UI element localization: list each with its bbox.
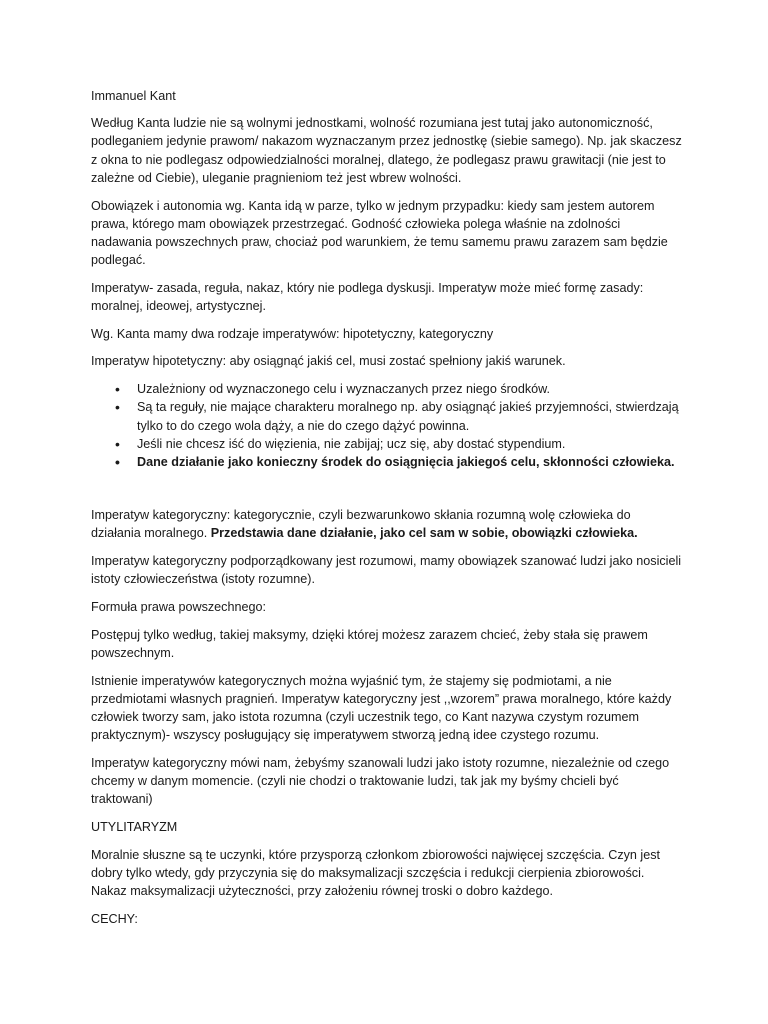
paragraph-imperative-definition: Imperatyw- zasada, reguła, nakaz, który nie podlega dyskusji. Imperatyw może mieć formę zasady: moralnej, ideowej, artystycznej.	[91, 280, 644, 314]
paragraph-categorical-existence: Istnienie imperatywów kategorycznych można wyjaśnić tym, że stajemy się podmiotami, a nie przedmiotami własnych pragnień. Imperatyw kategoryczny jest ,,wzorem” prawa moralnego, które każdy człowiek tworzy sam, jako istota rozumna (czyli uczestnik tego, co Kant nazywa czystym rozumem praktycznym)- wszyscy posługujący się imperatywem stworzą jedną idee czystego rozumu.	[91, 673, 672, 743]
paragraph-bold-text: Przedstawia dane działanie, jako cel sam w sobie, obowiązki człowieka.	[210, 526, 638, 541]
paragraph-hypothetical-imperative: Imperatyw hipotetyczny: aby osiągnąć jakiś cel, musi zostać spełniony jakiś warunek.	[91, 354, 566, 369]
paragraph-categorical-reason: Imperatyw kategoryczny podporządkowany jest rozumowi, mamy obowiązek szanować ludzi jako nosicieli istoty człowieczeństwa (istoty rozumne).	[91, 554, 682, 587]
list-item: • Jeśli nie chcesz iść do więzienia, nie zabijaj; ucz się, aby dostać stypendium.	[115, 435, 683, 453]
paragraph-kant-freedom: Według Kanta ludzie nie są wolnymi jednostkami, wolność rozumiana jest tutaj jako autonomiczność, podleganiem jedynie prawom/ nakazom wyznaczanym przez jednostkę (siebie samego). Np. jak skaczesz z okna to nie podlegasz odpowiedzialności moralnej, dlatego, że podlegasz prawu grawitacji (nie jest to zależne od Ciebie), uleganie pragnieniom też jest wbrew wolności.	[91, 116, 682, 185]
paragraph-categorical-imperative	[91, 506, 683, 542]
paragraph-categorical-respect: Imperatyw kategoryczny mówi nam, żebyśmy szanowali ludzi jako istoty rozumne, niezależnie od czego chcemy w danym momencie. (czyli nie chodzi o traktowanie ludzi, tak jak my byśmy chcieli być traktowani)	[91, 755, 670, 807]
paragraph-utilitarianism: Moralnie słuszne są te uczynki, które przysporzą członkom zbiorowości najwięcej szczęścia. Czyn jest dobry tylko wtedy, gdy przyczynia się do maksymalizacji szczęścia i redukcji cierpienia zbiorowości. Nakaz maksymalizacji użyteczności, przy założeniu równej troski o dobro każdego.	[91, 847, 661, 899]
paragraph-text: Imperatyw kategoryczny: kategorycznie, czyli bezwarunkowo skłania rozumną wolę człowieka do działania moralnego.	[91, 508, 631, 541]
list-item: • Dane działanie jako konieczny środek do osiągnięcia jakiegoś celu, skłonności człowieka.	[115, 453, 683, 471]
blank-line	[91, 471, 683, 506]
hypothetical-bullet-list	[91, 380, 683, 471]
document-body	[91, 87, 683, 938]
paragraph-duty-autonomy: Obowiązek i autonomia wg. Kanta idą w parze, tylko w jednym przypadku: kiedy sam jestem autorem prawa, którego mam obowiązek przestrzegać. Godność człowieka polega właśnie na zdolności nadawania powszechnych praw, chociaż pod warunkiem, że temu samemu prawu zarazem sam będzie podlegać.	[91, 198, 668, 268]
paragraph-universal-law: Postępuj tylko według, takiej maksymy, dzięki której możesz zarazem chcieć, żeby stała się prawem powszechnym.	[91, 627, 648, 660]
document-title: Immanuel Kant	[91, 89, 176, 103]
section-heading-features: CECHY:	[91, 911, 138, 926]
section-heading-utilitarianism: UTYLITARYZM	[91, 820, 178, 834]
list-item: • Uzależniony od wyznaczonego celu i wyznaczanych przez niego środków.	[115, 380, 683, 398]
paragraph-universal-law-heading: Formuła prawa powszechnego:	[91, 599, 267, 614]
paragraph-imperative-types: Wg. Kanta mamy dwa rodzaje imperatywów: hipotetyczny, kategoryczny	[91, 326, 494, 341]
list-item: • Są ta reguły, nie mające charakteru moralnego np. aby osiągnąć jakieś przyjemności, stwierdzają tylko to do czego wola dąży, a nie do czego dążyć powinna.	[115, 398, 683, 434]
